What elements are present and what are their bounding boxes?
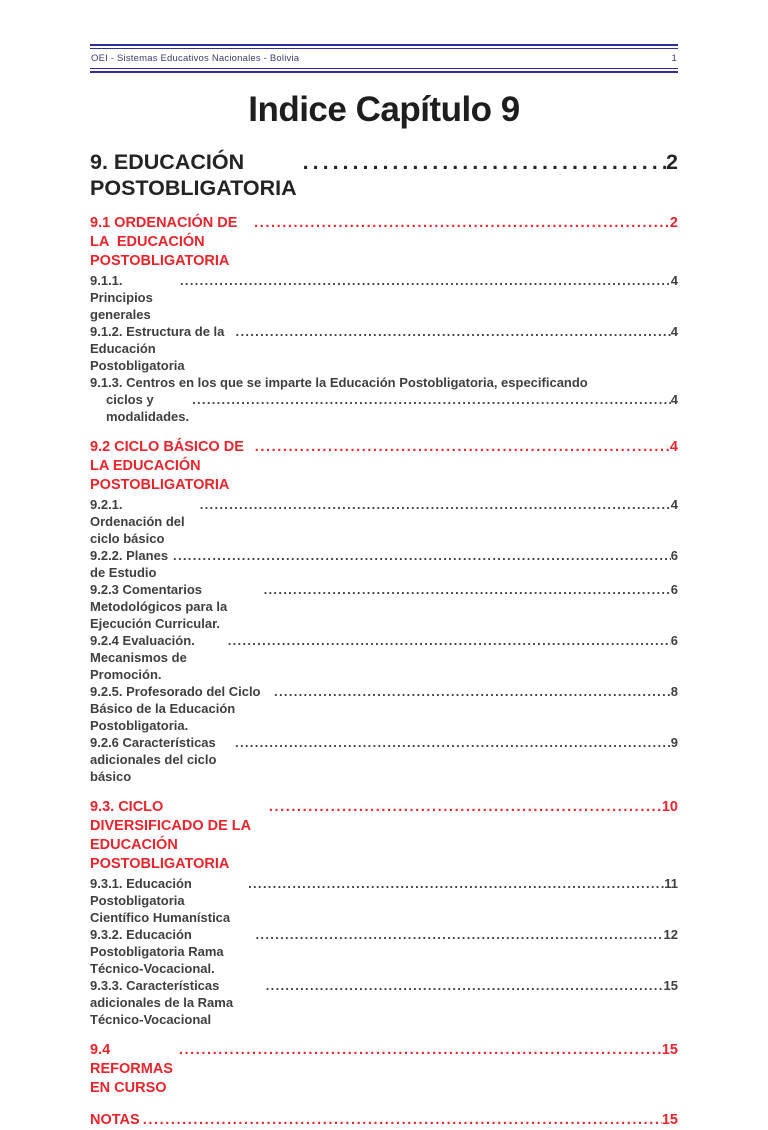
header-bottom-rule <box>90 68 678 73</box>
toc-page-number: 15 <box>663 978 678 993</box>
page-title: Indice Capítulo 9 <box>248 90 520 129</box>
dot-leader <box>271 683 671 700</box>
dot-leader <box>232 734 671 751</box>
toc-section <box>90 438 678 785</box>
toc-section-heading[interactable] <box>90 798 678 874</box>
toc-entry[interactable] <box>90 496 678 547</box>
toc-entry[interactable] <box>90 734 678 785</box>
toc-entry-label: 9.3. CICLO DIVERSIFICADO DE LA EDUCACIÓN POSTOBLIGATORIA <box>90 799 255 872</box>
dot-leader <box>177 272 671 289</box>
toc-entry-chapter[interactable] <box>90 149 678 201</box>
dot-leader <box>245 875 664 892</box>
toc-entry-label: 9.2.2. Planes de Estudio <box>90 548 172 580</box>
toc-page-number: 6 <box>670 633 678 648</box>
dot-leader <box>251 214 670 233</box>
toc-entry[interactable] <box>90 632 678 683</box>
toc-entry[interactable] <box>90 581 678 632</box>
dot-leader <box>140 1111 662 1130</box>
toc-section <box>90 214 678 425</box>
toc-entry-label: 9.2.1. Ordenación del ciclo básico <box>90 497 189 546</box>
toc-page-number: 4 <box>670 324 678 339</box>
toc-page-number: 15 <box>661 1112 678 1128</box>
dot-leader <box>261 581 671 598</box>
toc-section <box>90 1041 678 1098</box>
dot-leader <box>170 547 671 564</box>
toc-page-number: 6 <box>670 548 678 563</box>
dot-leader <box>266 798 662 817</box>
toc-section-heading[interactable] <box>90 1041 678 1098</box>
toc-entry[interactable] <box>90 683 678 734</box>
toc-entry-label: 9.3.3. Características adicionales de la Rama Técnico-Vocacional <box>90 978 237 1027</box>
toc-page-number: 2 <box>669 215 678 231</box>
toc-page-number: 4 <box>670 392 678 407</box>
running-header-text: OEI - Sistemas Educativos Nacionales - Bolivia <box>91 53 300 64</box>
toc-entry-label: 9. EDUCACIÓN POSTOBLIGATORIA <box>90 150 297 200</box>
page-header <box>90 44 678 73</box>
dot-leader <box>189 391 671 408</box>
toc-page-number: 2 <box>666 150 678 174</box>
toc-entry-label: 9.2.4 Evaluación. Mecanismos de Promoción. <box>90 633 199 682</box>
toc-entry-label: 9.2 CICLO BÁSICO DE LA EDUCACIÓN POSTOBLIGATORIA <box>90 439 248 493</box>
toc-entry[interactable] <box>90 875 678 926</box>
toc-page-number: 4 <box>670 273 678 288</box>
dot-leader <box>233 323 671 340</box>
header-page-number: 1 <box>671 53 677 64</box>
toc-entry-continuation[interactable] <box>90 391 678 425</box>
toc-entry-label: 9.2.5. Profesorado del Ciclo Básico de la Educación Postobligatoria. <box>90 684 265 733</box>
toc-page-number: 15 <box>661 1042 678 1058</box>
toc-page-number: 11 <box>664 876 678 891</box>
toc-page-number: 4 <box>670 497 678 512</box>
toc-page-number: 4 <box>669 439 678 455</box>
toc-page-number: 12 <box>663 927 678 942</box>
toc-page-number: 8 <box>670 684 678 699</box>
table-of-contents <box>90 214 678 1130</box>
toc-section-heading[interactable] <box>90 1111 678 1130</box>
toc-entry-label: ciclos y modalidades. <box>106 392 190 424</box>
toc-entry-label: 9.2.3 Comentarios Metodológicos para la Ejecución Curricular. <box>90 582 231 631</box>
toc-entry-label: 9.1.3. Centros en los que se imparte la Educación Postobligatoria, especificando <box>90 375 588 390</box>
toc-entry[interactable] <box>90 323 678 374</box>
toc-entry[interactable] <box>90 926 678 977</box>
toc-entry-label: 9.4 REFORMAS EN CURSO <box>90 1042 178 1096</box>
dot-leader <box>263 977 664 994</box>
toc-entry-label: 9.2.6 Características adicionales del ciclo básico <box>90 735 221 784</box>
toc-entry[interactable] <box>90 547 678 581</box>
toc-entry-label: 9.1.1. Principios generales <box>90 273 157 322</box>
dot-leader <box>297 149 666 175</box>
toc-entry[interactable] <box>90 374 678 391</box>
toc-entry-label: 9.1 ORDENACIÓN DE LA EDUCACIÓN POSTOBLIGATORIA <box>90 215 242 269</box>
toc-entry-label: 9.3.2. Educación Postobligatoria Rama Técnico-Vocacional. <box>90 927 228 976</box>
toc-section <box>90 1111 678 1130</box>
dot-leader <box>252 438 670 457</box>
toc-page-number: 9 <box>670 735 678 750</box>
toc-page-number: 6 <box>670 582 678 597</box>
header-row <box>90 49 678 68</box>
toc-entry-label: NOTAS <box>90 1112 140 1128</box>
dot-leader <box>197 496 671 513</box>
toc-entry-label: 9.1.2. Estructura de la Educación Postobligatoria <box>90 324 229 373</box>
dot-leader <box>225 632 671 649</box>
toc-entry[interactable] <box>90 272 678 323</box>
toc-entry[interactable] <box>90 977 678 1028</box>
toc-section-heading[interactable] <box>90 214 678 271</box>
toc-section-heading[interactable] <box>90 438 678 495</box>
dot-leader <box>176 1041 662 1060</box>
dot-leader <box>253 926 664 943</box>
toc-entry-label: 9.3.1. Educación Postobligatoria Científico Humanística <box>90 876 231 925</box>
toc-page-number: 10 <box>661 799 678 815</box>
